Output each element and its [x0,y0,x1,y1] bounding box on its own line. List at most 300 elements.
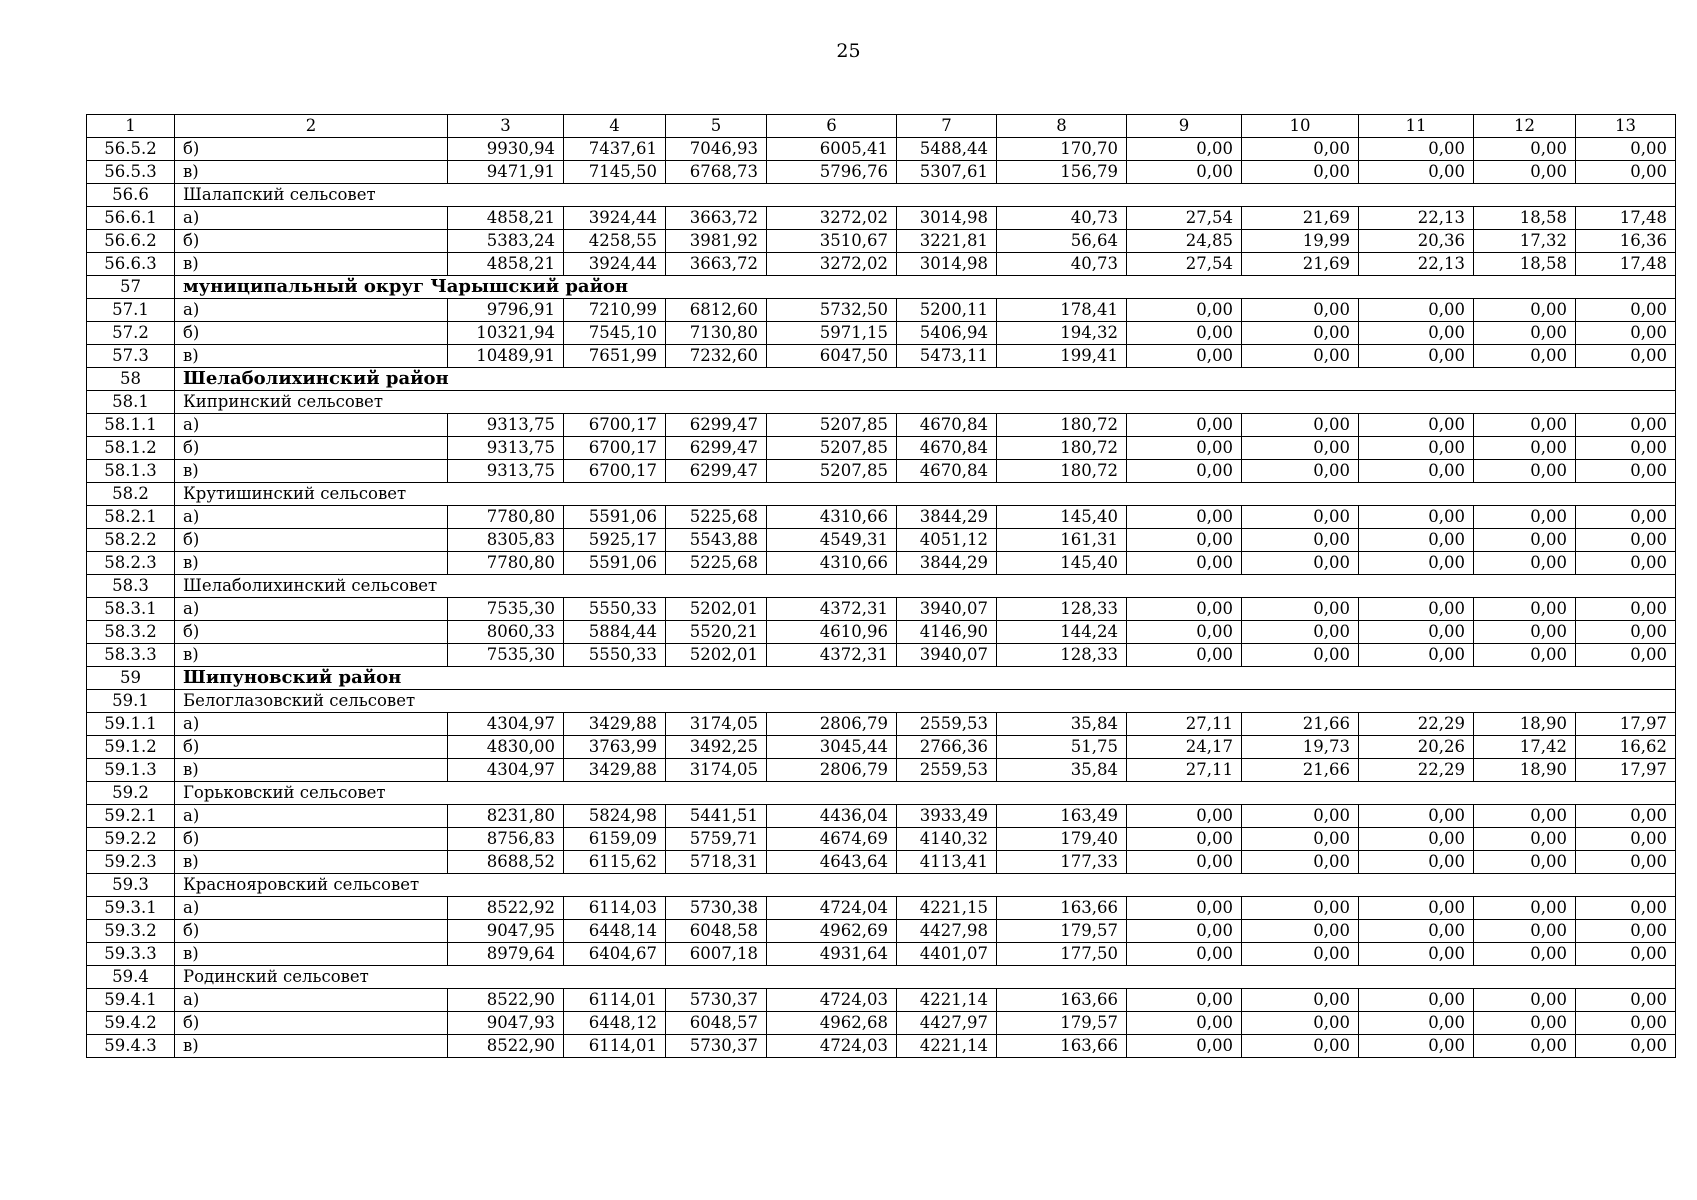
value-cell: 0,00 [1474,437,1576,460]
row-number: 59.4 [87,966,175,989]
value-cell: 5732,50 [767,299,897,322]
value-cell: 0,00 [1242,299,1359,322]
value-cell: 3174,05 [666,713,767,736]
value-cell: 6448,12 [564,1012,666,1035]
value-cell: 56,64 [997,230,1127,253]
table-row [87,736,1676,759]
row-number: 58 [87,368,175,391]
value-cell: 3272,02 [767,207,897,230]
row-number: 59.2.1 [87,805,175,828]
value-cell: 6114,03 [564,897,666,920]
value-cell: 22,13 [1359,207,1474,230]
value-cell: 0,00 [1474,161,1576,184]
value-cell: 2806,79 [767,759,897,782]
table-row [87,1012,1676,1035]
value-cell: 5730,37 [666,989,767,1012]
value-cell: 5225,68 [666,506,767,529]
value-cell: 0,00 [1127,805,1242,828]
table-row [87,851,1676,874]
value-cell: 3940,07 [897,598,997,621]
section-row [87,690,1676,713]
value-cell: 4643,64 [767,851,897,874]
value-cell: 0,00 [1474,529,1576,552]
value-cell: 4146,90 [897,621,997,644]
value-cell: 0,00 [1127,920,1242,943]
section-row [87,575,1676,598]
row-number: 56.5.3 [87,161,175,184]
page-number: 25 [836,40,861,62]
value-cell: 0,00 [1127,1035,1242,1058]
value-cell: 10321,94 [448,322,564,345]
value-cell: 4304,97 [448,759,564,782]
value-cell: 0,00 [1127,644,1242,667]
table-row [87,161,1676,184]
value-cell: 0,00 [1576,414,1676,437]
row-variant: в) [175,1035,448,1058]
column-header: 7 [897,115,997,138]
table-row [87,644,1676,667]
value-cell: 5520,21 [666,621,767,644]
value-cell: 0,00 [1127,529,1242,552]
value-cell: 27,11 [1127,759,1242,782]
value-cell: 3429,88 [564,759,666,782]
value-cell: 0,00 [1576,598,1676,621]
row-number: 59.1 [87,690,175,713]
row-number: 56.6.3 [87,253,175,276]
row-number: 56.6 [87,184,175,207]
row-number: 59.3 [87,874,175,897]
table-row [87,759,1676,782]
value-cell: 5971,15 [767,322,897,345]
value-cell: 0,00 [1474,897,1576,920]
row-variant: в) [175,345,448,368]
value-cell: 177,50 [997,943,1127,966]
value-cell: 4372,31 [767,644,897,667]
council-name: Горьковский сельсовет [175,782,1676,805]
value-cell: 18,58 [1474,253,1576,276]
value-cell: 0,00 [1127,621,1242,644]
value-cell: 8979,64 [448,943,564,966]
value-cell: 144,24 [997,621,1127,644]
value-cell: 4610,96 [767,621,897,644]
row-number: 59.2 [87,782,175,805]
value-cell: 156,79 [997,161,1127,184]
value-cell: 0,00 [1474,460,1576,483]
value-cell: 3924,44 [564,253,666,276]
value-cell: 0,00 [1242,161,1359,184]
value-cell: 199,41 [997,345,1127,368]
value-cell: 2766,36 [897,736,997,759]
value-cell: 0,00 [1576,437,1676,460]
value-cell: 22,29 [1359,713,1474,736]
table-row [87,897,1676,920]
value-cell: 5718,31 [666,851,767,874]
district-row [87,667,1676,690]
value-cell: 0,00 [1359,943,1474,966]
value-cell: 4310,66 [767,506,897,529]
table-body [87,115,1676,1058]
value-cell: 4962,69 [767,920,897,943]
value-cell: 8305,83 [448,529,564,552]
value-cell: 0,00 [1359,598,1474,621]
table-row [87,552,1676,575]
section-row [87,391,1676,414]
value-cell: 0,00 [1242,828,1359,851]
council-name: Краснояровский сельсовет [175,874,1676,897]
value-cell: 3014,98 [897,207,997,230]
row-number: 59.2.2 [87,828,175,851]
value-cell: 24,85 [1127,230,1242,253]
value-cell: 0,00 [1127,299,1242,322]
section-row [87,782,1676,805]
value-cell: 145,40 [997,552,1127,575]
value-cell: 6299,47 [666,460,767,483]
section-row [87,966,1676,989]
value-cell: 0,00 [1242,529,1359,552]
value-cell: 0,00 [1474,805,1576,828]
value-cell: 3663,72 [666,207,767,230]
row-number: 58.2.1 [87,506,175,529]
value-cell: 0,00 [1127,989,1242,1012]
row-variant: в) [175,943,448,966]
value-cell: 40,73 [997,253,1127,276]
row-variant: в) [175,253,448,276]
value-cell: 22,29 [1359,759,1474,782]
value-cell: 179,40 [997,828,1127,851]
row-variant: а) [175,506,448,529]
value-cell: 0,00 [1242,552,1359,575]
column-header: 2 [175,115,448,138]
value-cell: 0,00 [1359,1012,1474,1035]
value-cell: 17,97 [1576,759,1676,782]
value-cell: 0,00 [1127,414,1242,437]
value-cell: 0,00 [1359,644,1474,667]
value-cell: 5207,85 [767,460,897,483]
row-variant: б) [175,920,448,943]
value-cell: 0,00 [1474,828,1576,851]
value-cell: 22,13 [1359,253,1474,276]
value-cell: 8522,90 [448,1035,564,1058]
value-cell: 8522,92 [448,897,564,920]
section-row [87,483,1676,506]
value-cell: 3844,29 [897,506,997,529]
value-cell: 7535,30 [448,644,564,667]
row-variant: а) [175,207,448,230]
value-cell: 0,00 [1359,621,1474,644]
value-cell: 128,33 [997,598,1127,621]
row-variant: б) [175,230,448,253]
value-cell: 4931,64 [767,943,897,966]
section-row [87,874,1676,897]
council-name: Кипринский сельсовет [175,391,1676,414]
value-cell: 6812,60 [666,299,767,322]
row-variant: б) [175,138,448,161]
value-cell: 0,00 [1576,897,1676,920]
value-cell: 4549,31 [767,529,897,552]
value-cell: 5925,17 [564,529,666,552]
value-cell: 5591,06 [564,506,666,529]
value-cell: 4670,84 [897,460,997,483]
value-cell: 4962,68 [767,1012,897,1035]
table-row [87,828,1676,851]
value-cell: 10489,91 [448,345,564,368]
row-number: 58.1.3 [87,460,175,483]
value-cell: 0,00 [1359,552,1474,575]
value-cell: 0,00 [1576,1035,1676,1058]
value-cell: 7437,61 [564,138,666,161]
value-cell: 161,31 [997,529,1127,552]
value-cell: 0,00 [1359,161,1474,184]
column-header: 4 [564,115,666,138]
value-cell: 5383,24 [448,230,564,253]
value-cell: 0,00 [1242,598,1359,621]
value-cell: 0,00 [1359,989,1474,1012]
row-variant: б) [175,828,448,851]
value-cell: 9313,75 [448,460,564,483]
value-cell: 0,00 [1127,943,1242,966]
table-row [87,506,1676,529]
row-variant: б) [175,529,448,552]
table-row [87,943,1676,966]
value-cell: 0,00 [1576,851,1676,874]
value-cell: 0,00 [1474,138,1576,161]
value-cell: 0,00 [1127,437,1242,460]
column-header: 11 [1359,115,1474,138]
value-cell: 0,00 [1242,989,1359,1012]
value-cell: 17,32 [1474,230,1576,253]
value-cell: 7145,50 [564,161,666,184]
value-cell: 21,69 [1242,207,1359,230]
value-cell: 19,99 [1242,230,1359,253]
value-cell: 6114,01 [564,989,666,1012]
value-cell: 8060,33 [448,621,564,644]
header-row [87,115,1676,138]
value-cell: 6768,73 [666,161,767,184]
value-cell: 35,84 [997,713,1127,736]
table-row [87,138,1676,161]
value-cell: 179,57 [997,1012,1127,1035]
value-cell: 2559,53 [897,759,997,782]
row-number: 56.6.1 [87,207,175,230]
value-cell: 5406,94 [897,322,997,345]
row-number: 58.3.3 [87,644,175,667]
value-cell: 7651,99 [564,345,666,368]
value-cell: 4401,07 [897,943,997,966]
value-cell: 0,00 [1474,943,1576,966]
value-cell: 17,97 [1576,713,1676,736]
value-cell: 0,00 [1474,552,1576,575]
value-cell: 4221,15 [897,897,997,920]
column-header: 10 [1242,115,1359,138]
value-cell: 5543,88 [666,529,767,552]
table-row [87,598,1676,621]
value-cell: 3981,92 [666,230,767,253]
value-cell: 0,00 [1474,920,1576,943]
value-cell: 6005,41 [767,138,897,161]
value-cell: 0,00 [1359,828,1474,851]
value-cell: 0,00 [1474,621,1576,644]
value-cell: 0,00 [1474,598,1576,621]
value-cell: 0,00 [1474,506,1576,529]
value-cell: 6299,47 [666,414,767,437]
value-cell: 0,00 [1474,851,1576,874]
value-cell: 4221,14 [897,1035,997,1058]
value-cell: 0,00 [1474,414,1576,437]
value-cell: 180,72 [997,414,1127,437]
column-header: 8 [997,115,1127,138]
row-variant: б) [175,736,448,759]
value-cell: 5759,71 [666,828,767,851]
value-cell: 8756,83 [448,828,564,851]
row-number: 56.6.2 [87,230,175,253]
column-header: 13 [1576,115,1676,138]
column-header: 3 [448,115,564,138]
row-variant: в) [175,552,448,575]
section-row [87,184,1676,207]
value-cell: 0,00 [1127,138,1242,161]
value-cell: 0,00 [1242,621,1359,644]
value-cell: 7535,30 [448,598,564,621]
value-cell: 3429,88 [564,713,666,736]
value-cell: 0,00 [1576,138,1676,161]
value-cell: 0,00 [1576,644,1676,667]
table-row [87,414,1676,437]
value-cell: 3924,44 [564,207,666,230]
value-cell: 8688,52 [448,851,564,874]
value-cell: 4258,55 [564,230,666,253]
row-variant: а) [175,897,448,920]
value-cell: 163,66 [997,897,1127,920]
value-cell: 0,00 [1359,529,1474,552]
value-cell: 0,00 [1576,161,1676,184]
row-number: 58.2.2 [87,529,175,552]
value-cell: 27,11 [1127,713,1242,736]
value-cell: 17,48 [1576,253,1676,276]
value-cell: 21,66 [1242,713,1359,736]
row-number: 58.3.1 [87,598,175,621]
value-cell: 0,00 [1242,506,1359,529]
value-cell: 5796,76 [767,161,897,184]
value-cell: 0,00 [1359,506,1474,529]
value-cell: 0,00 [1127,460,1242,483]
value-cell: 0,00 [1127,897,1242,920]
value-cell: 0,00 [1242,851,1359,874]
value-cell: 5200,11 [897,299,997,322]
value-cell: 0,00 [1359,437,1474,460]
table-row [87,345,1676,368]
value-cell: 35,84 [997,759,1127,782]
value-cell: 0,00 [1576,529,1676,552]
column-header: 12 [1474,115,1576,138]
value-cell: 5225,68 [666,552,767,575]
value-cell: 9313,75 [448,414,564,437]
value-cell: 4051,12 [897,529,997,552]
value-cell: 19,73 [1242,736,1359,759]
value-cell: 6007,18 [666,943,767,966]
value-cell: 9471,91 [448,161,564,184]
value-cell: 0,00 [1359,851,1474,874]
table-row [87,529,1676,552]
value-cell: 9047,95 [448,920,564,943]
value-cell: 7210,99 [564,299,666,322]
value-cell: 4858,21 [448,253,564,276]
row-number: 59.1.2 [87,736,175,759]
value-cell: 0,00 [1576,828,1676,851]
value-cell: 0,00 [1474,1035,1576,1058]
value-cell: 3045,44 [767,736,897,759]
row-number: 59 [87,667,175,690]
value-cell: 4140,32 [897,828,997,851]
value-cell: 5884,44 [564,621,666,644]
value-cell: 0,00 [1242,644,1359,667]
value-cell: 163,66 [997,1035,1127,1058]
value-cell: 6700,17 [564,437,666,460]
value-cell: 0,00 [1359,345,1474,368]
row-variant: в) [175,851,448,874]
column-header: 6 [767,115,897,138]
value-cell: 0,00 [1474,989,1576,1012]
value-cell: 163,66 [997,989,1127,1012]
district-name: Шипуновский район [175,667,1676,690]
row-number: 58.3 [87,575,175,598]
value-cell: 4304,97 [448,713,564,736]
value-cell: 0,00 [1242,1035,1359,1058]
value-cell: 4724,03 [767,1035,897,1058]
row-number: 59.2.3 [87,851,175,874]
column-header: 1 [87,115,175,138]
value-cell: 9930,94 [448,138,564,161]
value-cell: 40,73 [997,207,1127,230]
value-cell: 5591,06 [564,552,666,575]
value-cell: 4372,31 [767,598,897,621]
value-cell: 21,66 [1242,759,1359,782]
value-cell: 3014,98 [897,253,997,276]
value-cell: 0,00 [1359,805,1474,828]
value-cell: 0,00 [1576,1012,1676,1035]
value-cell: 0,00 [1576,805,1676,828]
value-cell: 0,00 [1242,345,1359,368]
value-cell: 16,36 [1576,230,1676,253]
value-cell: 0,00 [1242,897,1359,920]
value-cell: 0,00 [1242,138,1359,161]
table-row [87,1035,1676,1058]
value-cell: 0,00 [1474,644,1576,667]
row-variant: а) [175,989,448,1012]
value-cell: 18,58 [1474,207,1576,230]
value-cell: 9313,75 [448,437,564,460]
value-cell: 5202,01 [666,644,767,667]
row-variant: в) [175,759,448,782]
value-cell: 0,00 [1242,322,1359,345]
row-variant: в) [175,161,448,184]
value-cell: 0,00 [1359,920,1474,943]
value-cell: 0,00 [1474,345,1576,368]
row-number: 59.3.1 [87,897,175,920]
district-name: муниципальный округ Чарышский район [175,276,1676,299]
value-cell: 6404,67 [564,943,666,966]
value-cell: 7046,93 [666,138,767,161]
value-cell: 0,00 [1127,345,1242,368]
value-cell: 0,00 [1576,345,1676,368]
value-cell: 6700,17 [564,414,666,437]
value-cell: 0,00 [1576,322,1676,345]
value-cell: 51,75 [997,736,1127,759]
value-cell: 18,90 [1474,759,1576,782]
row-variant: а) [175,414,448,437]
value-cell: 7780,80 [448,552,564,575]
value-cell: 0,00 [1242,805,1359,828]
value-cell: 0,00 [1242,437,1359,460]
